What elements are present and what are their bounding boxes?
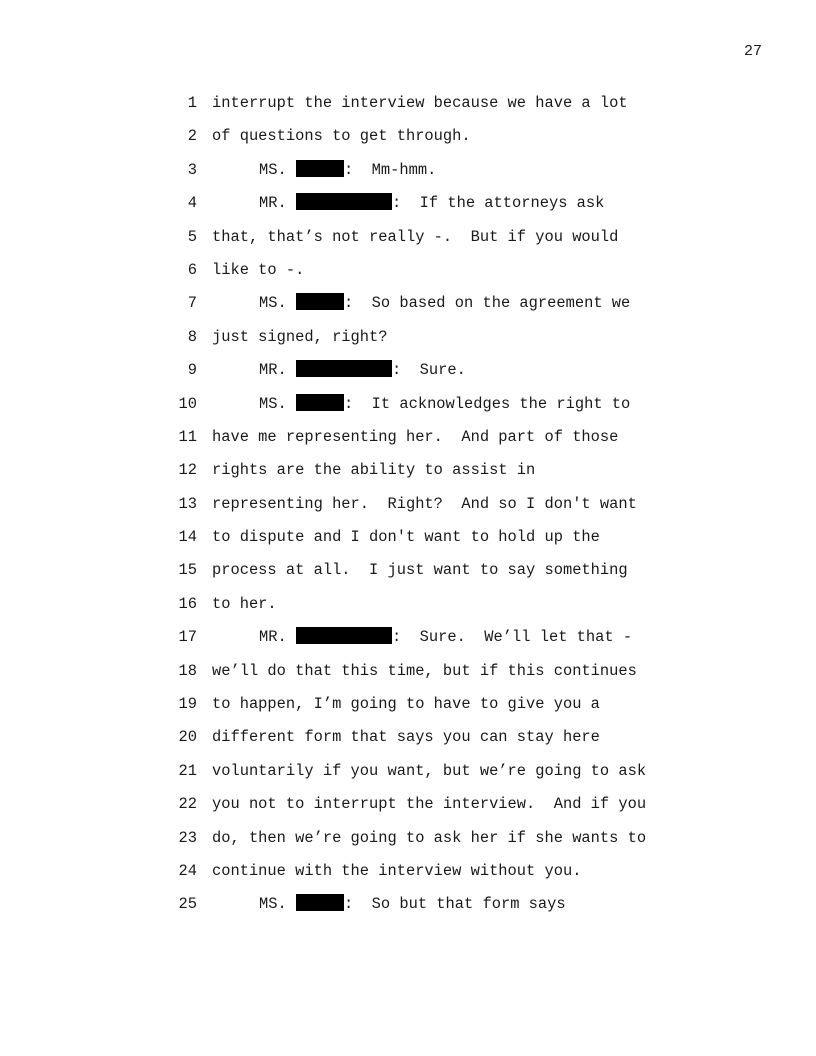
line-number: 23 <box>178 828 197 847</box>
line-number: 20 <box>178 728 197 747</box>
redacted-name <box>296 394 344 411</box>
line-text: process at all. I just want to say something <box>212 561 628 580</box>
redacted-name <box>296 160 344 177</box>
page-number: 27 <box>743 43 762 60</box>
transcript-line <box>0 454 816 487</box>
line-text: you not to interrupt the interview. And if you <box>212 795 647 814</box>
transcript-line <box>0 888 816 921</box>
line-text: do, then we’re going to ask her if she wants to <box>212 828 647 847</box>
speaker-line <box>212 354 466 387</box>
line-number: 22 <box>178 795 197 814</box>
transcript-line <box>0 855 816 888</box>
redacted-name <box>296 360 392 377</box>
line-number: 17 <box>178 628 197 647</box>
speaker-line <box>212 187 604 220</box>
line-text: rights are the ability to assist in <box>212 461 536 480</box>
transcript-line <box>0 488 816 521</box>
transcript-line <box>0 254 816 287</box>
speaker-title: MR. <box>259 361 296 380</box>
speaker-title: MS. <box>259 160 296 179</box>
line-number: 1 <box>187 94 197 112</box>
line-number: 16 <box>178 594 197 613</box>
speaker-line <box>212 154 436 187</box>
line-number: 14 <box>178 528 197 547</box>
redacted-name <box>296 894 344 911</box>
speaker-text: : If the attorneys ask <box>391 194 605 213</box>
transcript-line <box>0 588 816 621</box>
speaker-text: : So based on the agreement we <box>343 294 631 313</box>
line-number: 3 <box>187 160 197 179</box>
line-number: 11 <box>178 427 197 446</box>
transcript-line <box>0 221 816 254</box>
line-number: 6 <box>187 260 197 279</box>
speaker-title: MS. <box>259 294 296 313</box>
line-text: representing her. Right? And so I don't want <box>212 494 637 513</box>
transcript-body <box>0 87 816 922</box>
line-number: 25 <box>178 895 197 914</box>
speaker-line <box>212 888 566 921</box>
speaker-line <box>212 287 630 320</box>
transcript-line <box>0 721 816 754</box>
speaker-text: : Sure. <box>391 361 466 380</box>
line-text: we’ll do that this time, but if this continues <box>212 661 637 680</box>
line-text: have me representing her. And part of those <box>212 427 619 446</box>
speaker-line <box>212 621 632 654</box>
speaker-line <box>212 388 630 421</box>
transcript-line <box>0 321 816 354</box>
line-number: 21 <box>178 761 197 780</box>
line-number: 24 <box>178 861 197 880</box>
line-text: like to -. <box>212 260 305 279</box>
line-text: voluntarily if you want, but we’re going to ask <box>212 761 647 780</box>
line-text: to dispute and I don't want to hold up the <box>212 528 600 547</box>
line-text: continue with the interview without you. <box>212 861 582 880</box>
line-number: 13 <box>178 494 197 513</box>
line-number: 8 <box>187 327 197 346</box>
line-text: just signed, right? <box>212 327 388 346</box>
line-number: 10 <box>178 394 197 413</box>
speaker-title: MS. <box>259 394 296 413</box>
transcript-line <box>0 120 816 153</box>
line-number: 12 <box>178 461 197 480</box>
speaker-text: : Sure. We’ll let that - <box>391 628 633 647</box>
speaker-title: MS. <box>259 895 296 914</box>
transcript-line <box>0 354 816 387</box>
redacted-name <box>296 293 344 310</box>
transcript-line <box>0 521 816 554</box>
line-text: that, that’s not really -. But if you would <box>212 227 619 246</box>
transcript-line <box>0 287 816 320</box>
transcript-line <box>0 187 816 220</box>
transcript-line <box>0 822 816 855</box>
transcript-line <box>0 655 816 688</box>
transcript-line <box>0 688 816 721</box>
transcript-line <box>0 788 816 821</box>
line-number: 19 <box>178 695 197 714</box>
line-number: 5 <box>187 227 197 246</box>
transcript-line <box>0 154 816 187</box>
speaker-text: : Mm-hmm. <box>343 160 437 179</box>
transcript-line <box>0 554 816 587</box>
line-number: 18 <box>178 661 197 680</box>
speaker-text: : So but that form says <box>343 895 566 914</box>
speaker-text: : It acknowledges the right to <box>343 394 631 413</box>
line-number: 7 <box>187 294 197 313</box>
line-text: to her. <box>212 594 277 613</box>
transcript-line <box>0 621 816 654</box>
line-text: interrupt the interview because we have a lot <box>212 94 628 112</box>
transcript-line <box>0 755 816 788</box>
redacted-name <box>296 193 392 210</box>
redacted-name <box>296 627 392 644</box>
speaker-title: MR. <box>259 628 296 647</box>
speaker-title: MR. <box>259 194 296 213</box>
line-text: different form that says you can stay here <box>212 728 600 747</box>
transcript-line <box>0 388 816 421</box>
line-number: 2 <box>187 127 197 146</box>
line-number: 15 <box>178 561 197 580</box>
line-number: 9 <box>187 361 197 380</box>
line-number: 4 <box>187 194 197 213</box>
line-text: to happen, I’m going to have to give you a <box>212 695 600 714</box>
line-text: of questions to get through. <box>212 127 471 146</box>
transcript-line <box>0 87 816 120</box>
transcript-line <box>0 421 816 454</box>
